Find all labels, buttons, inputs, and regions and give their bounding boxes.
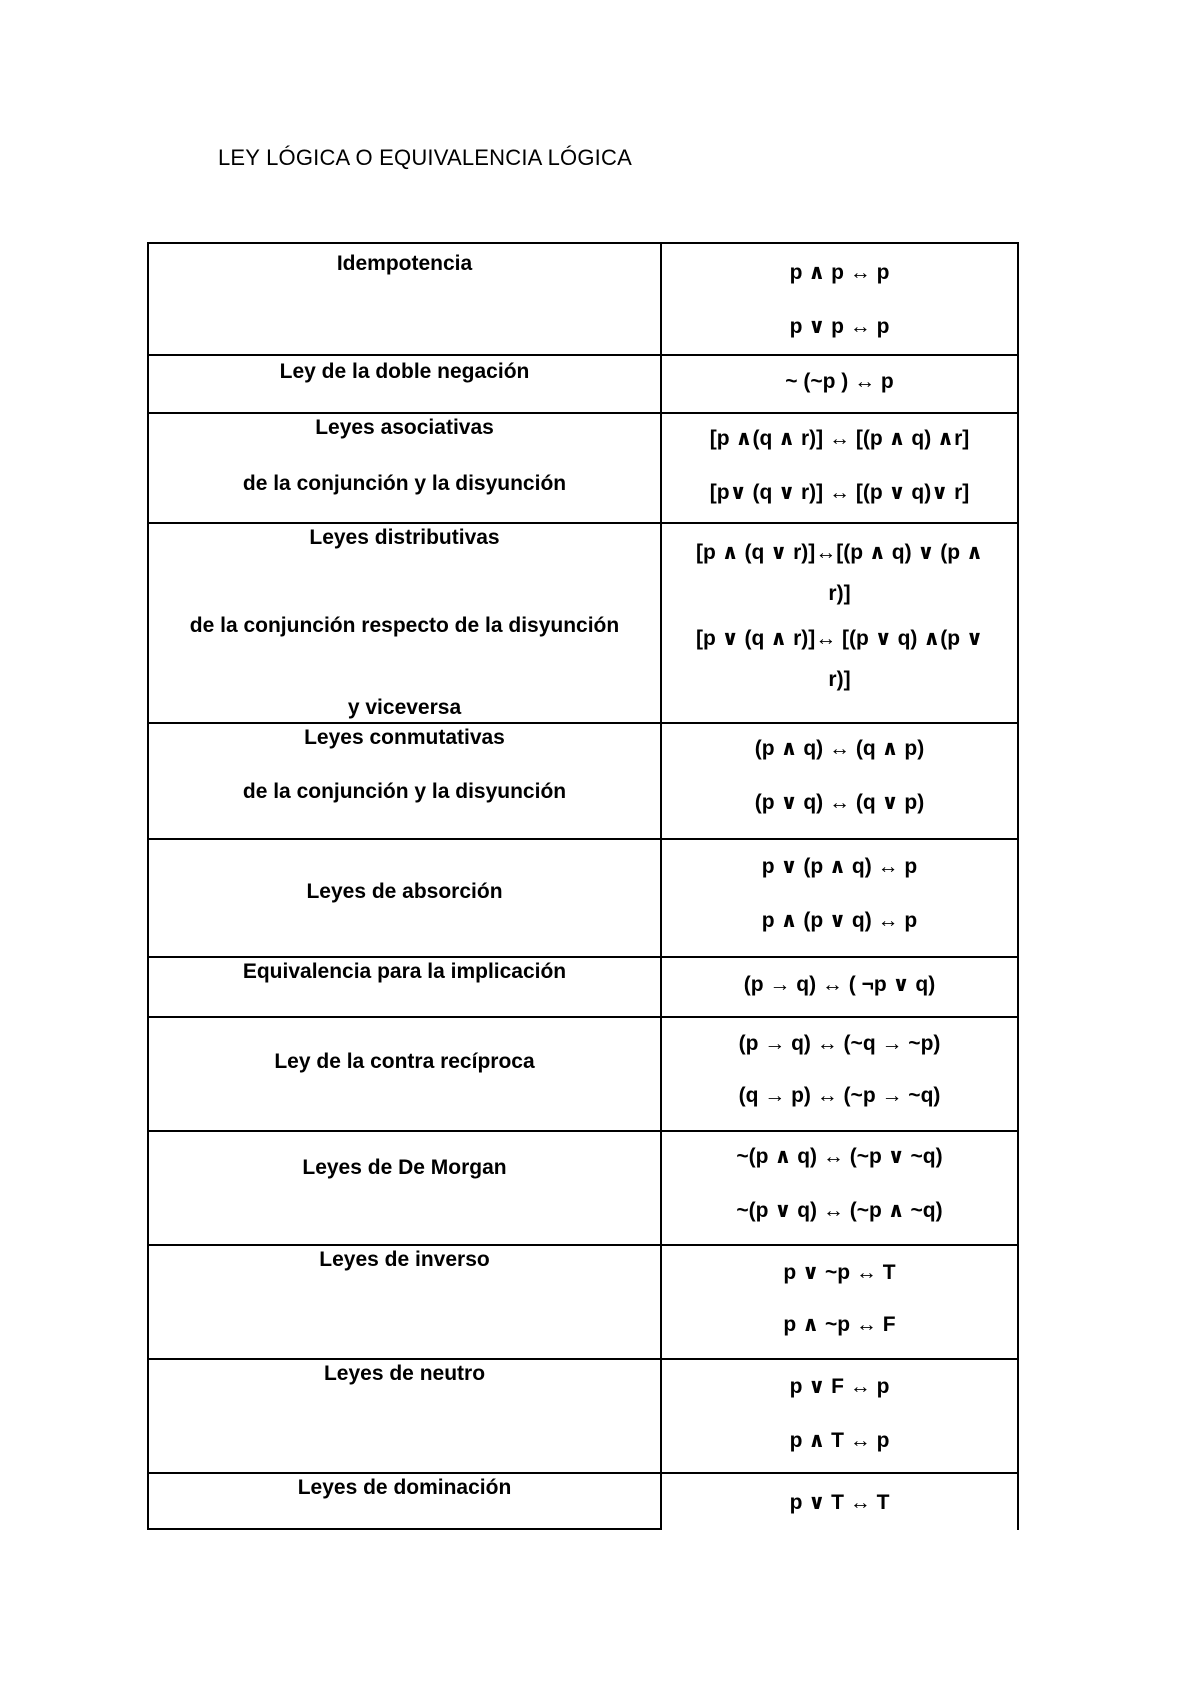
law-name-cell [149,1246,662,1358]
law-name-text: Idempotencia [336,252,473,275]
law-formula-text: [p ∨ (q ∧ r)]↔ [(p ∨ q) ∧(p ∨ [695,627,984,650]
law-name-text: Ley de la doble negación [279,360,530,383]
law-row [147,524,1019,724]
law-formula-text: [p ∧ (q ∨ r)]↔[(p ∧ q) ∨ (p ∧ [695,541,984,564]
law-name-text: de la conjunción respecto de la disyunción [189,614,620,637]
law-name-text: Equivalencia para la implicación [242,960,567,983]
law-name-cell [149,958,662,1016]
law-formula-cell [662,414,1017,522]
law-formula-text: p ∨ (p ∧ q) ↔ p [761,855,918,878]
law-row [147,1360,1019,1474]
law-formula-cell [662,244,1017,354]
law-formula-cell [662,1246,1017,1358]
law-name-text: Ley de la contra recíproca [274,1050,535,1073]
law-formula-text: p ∨ T ↔ T [789,1491,890,1514]
law-formula-text: ~(p ∧ q) ↔ (~p ∨ ~q) [736,1145,943,1168]
law-formula-text: [p ∧(q ∧ r)] ↔ [(p ∧ q) ∧r] [709,427,970,450]
law-formula-cell [662,356,1017,412]
law-formula-text: ~(p ∨ q) ↔ (~p ∧ ~q) [736,1199,943,1222]
law-name-text: Leyes asociativas [315,416,494,439]
law-formula-text: p ∨ ~p ↔ T [783,1261,896,1284]
law-formula-cell [662,724,1017,838]
law-row [147,1018,1019,1132]
law-name-cell [149,1474,662,1530]
law-row [147,724,1019,840]
law-row [147,840,1019,958]
law-formula-text: (p ∨ q) ↔ (q ∨ p) [754,791,925,814]
law-formula-text: ~ (~p ) ↔ p [785,370,894,393]
law-name-cell [149,356,662,412]
law-name-text: y viceversa [347,696,462,719]
law-name-cell [149,1132,662,1244]
law-formula-cell [662,1018,1017,1130]
law-formula-text: r)] [828,582,851,605]
law-name-cell [149,414,662,522]
law-formula-text: p ∧ (p ∨ q) ↔ p [761,909,918,932]
law-row [147,958,1019,1018]
law-formula-cell [662,840,1017,956]
law-name-text: de la conjunción y la disyunción [242,472,567,495]
laws-table [147,242,1019,1530]
law-row [147,1132,1019,1246]
law-name-text: Leyes de neutro [323,1362,486,1385]
law-formula-cell [662,958,1017,1016]
law-name-cell [149,840,662,956]
law-name-text: Leyes distributivas [309,526,500,549]
law-formula-text: (p → q) ↔ ( ¬p ∨ q) [743,973,936,996]
law-name-text: Leyes de absorción [306,880,503,903]
law-formula-cell [662,524,1017,722]
law-formula-text: (p ∧ q) ↔ (q ∧ p) [754,737,925,760]
law-formula-text: p ∨ p ↔ p [789,315,890,338]
law-formula-cell [662,1132,1017,1244]
law-formula-text: p ∧ ~p ↔ F [783,1313,896,1336]
law-name-cell [149,524,662,722]
law-formula-text: (q → p) ↔ (~p → ~q) [738,1084,941,1107]
law-formula-cell [662,1474,1017,1530]
law-formula-text: p ∧ T ↔ p [789,1429,890,1452]
law-formula-text: [p∨ (q ∨ r)] ↔ [(p ∨ q)∨ r] [709,481,970,504]
law-name-text: de la conjunción y la disyunción [242,780,567,803]
page-title: LEY LÓGICA O EQUIVALENCIA LÓGICA [218,145,632,170]
law-row [147,1474,1019,1530]
law-name-text: Leyes de De Morgan [302,1156,507,1179]
law-formula-text: p ∨ F ↔ p [789,1375,890,1398]
law-row [147,242,1019,356]
law-name-text: Leyes de inverso [319,1248,490,1271]
law-name-cell [149,724,662,838]
law-name-cell [149,244,662,354]
law-formula-text: (p → q) ↔ (~q → ~p) [738,1032,941,1055]
law-row [147,356,1019,414]
law-row [147,414,1019,524]
law-formula-cell [662,1360,1017,1472]
law-name-text: Leyes de dominación [297,1476,512,1499]
law-name-cell [149,1018,662,1130]
law-formula-text: r)] [828,668,851,691]
law-name-cell [149,1360,662,1472]
law-row [147,1246,1019,1360]
law-formula-text: p ∧ p ↔ p [789,261,890,284]
law-name-text: Leyes conmutativas [304,726,505,749]
